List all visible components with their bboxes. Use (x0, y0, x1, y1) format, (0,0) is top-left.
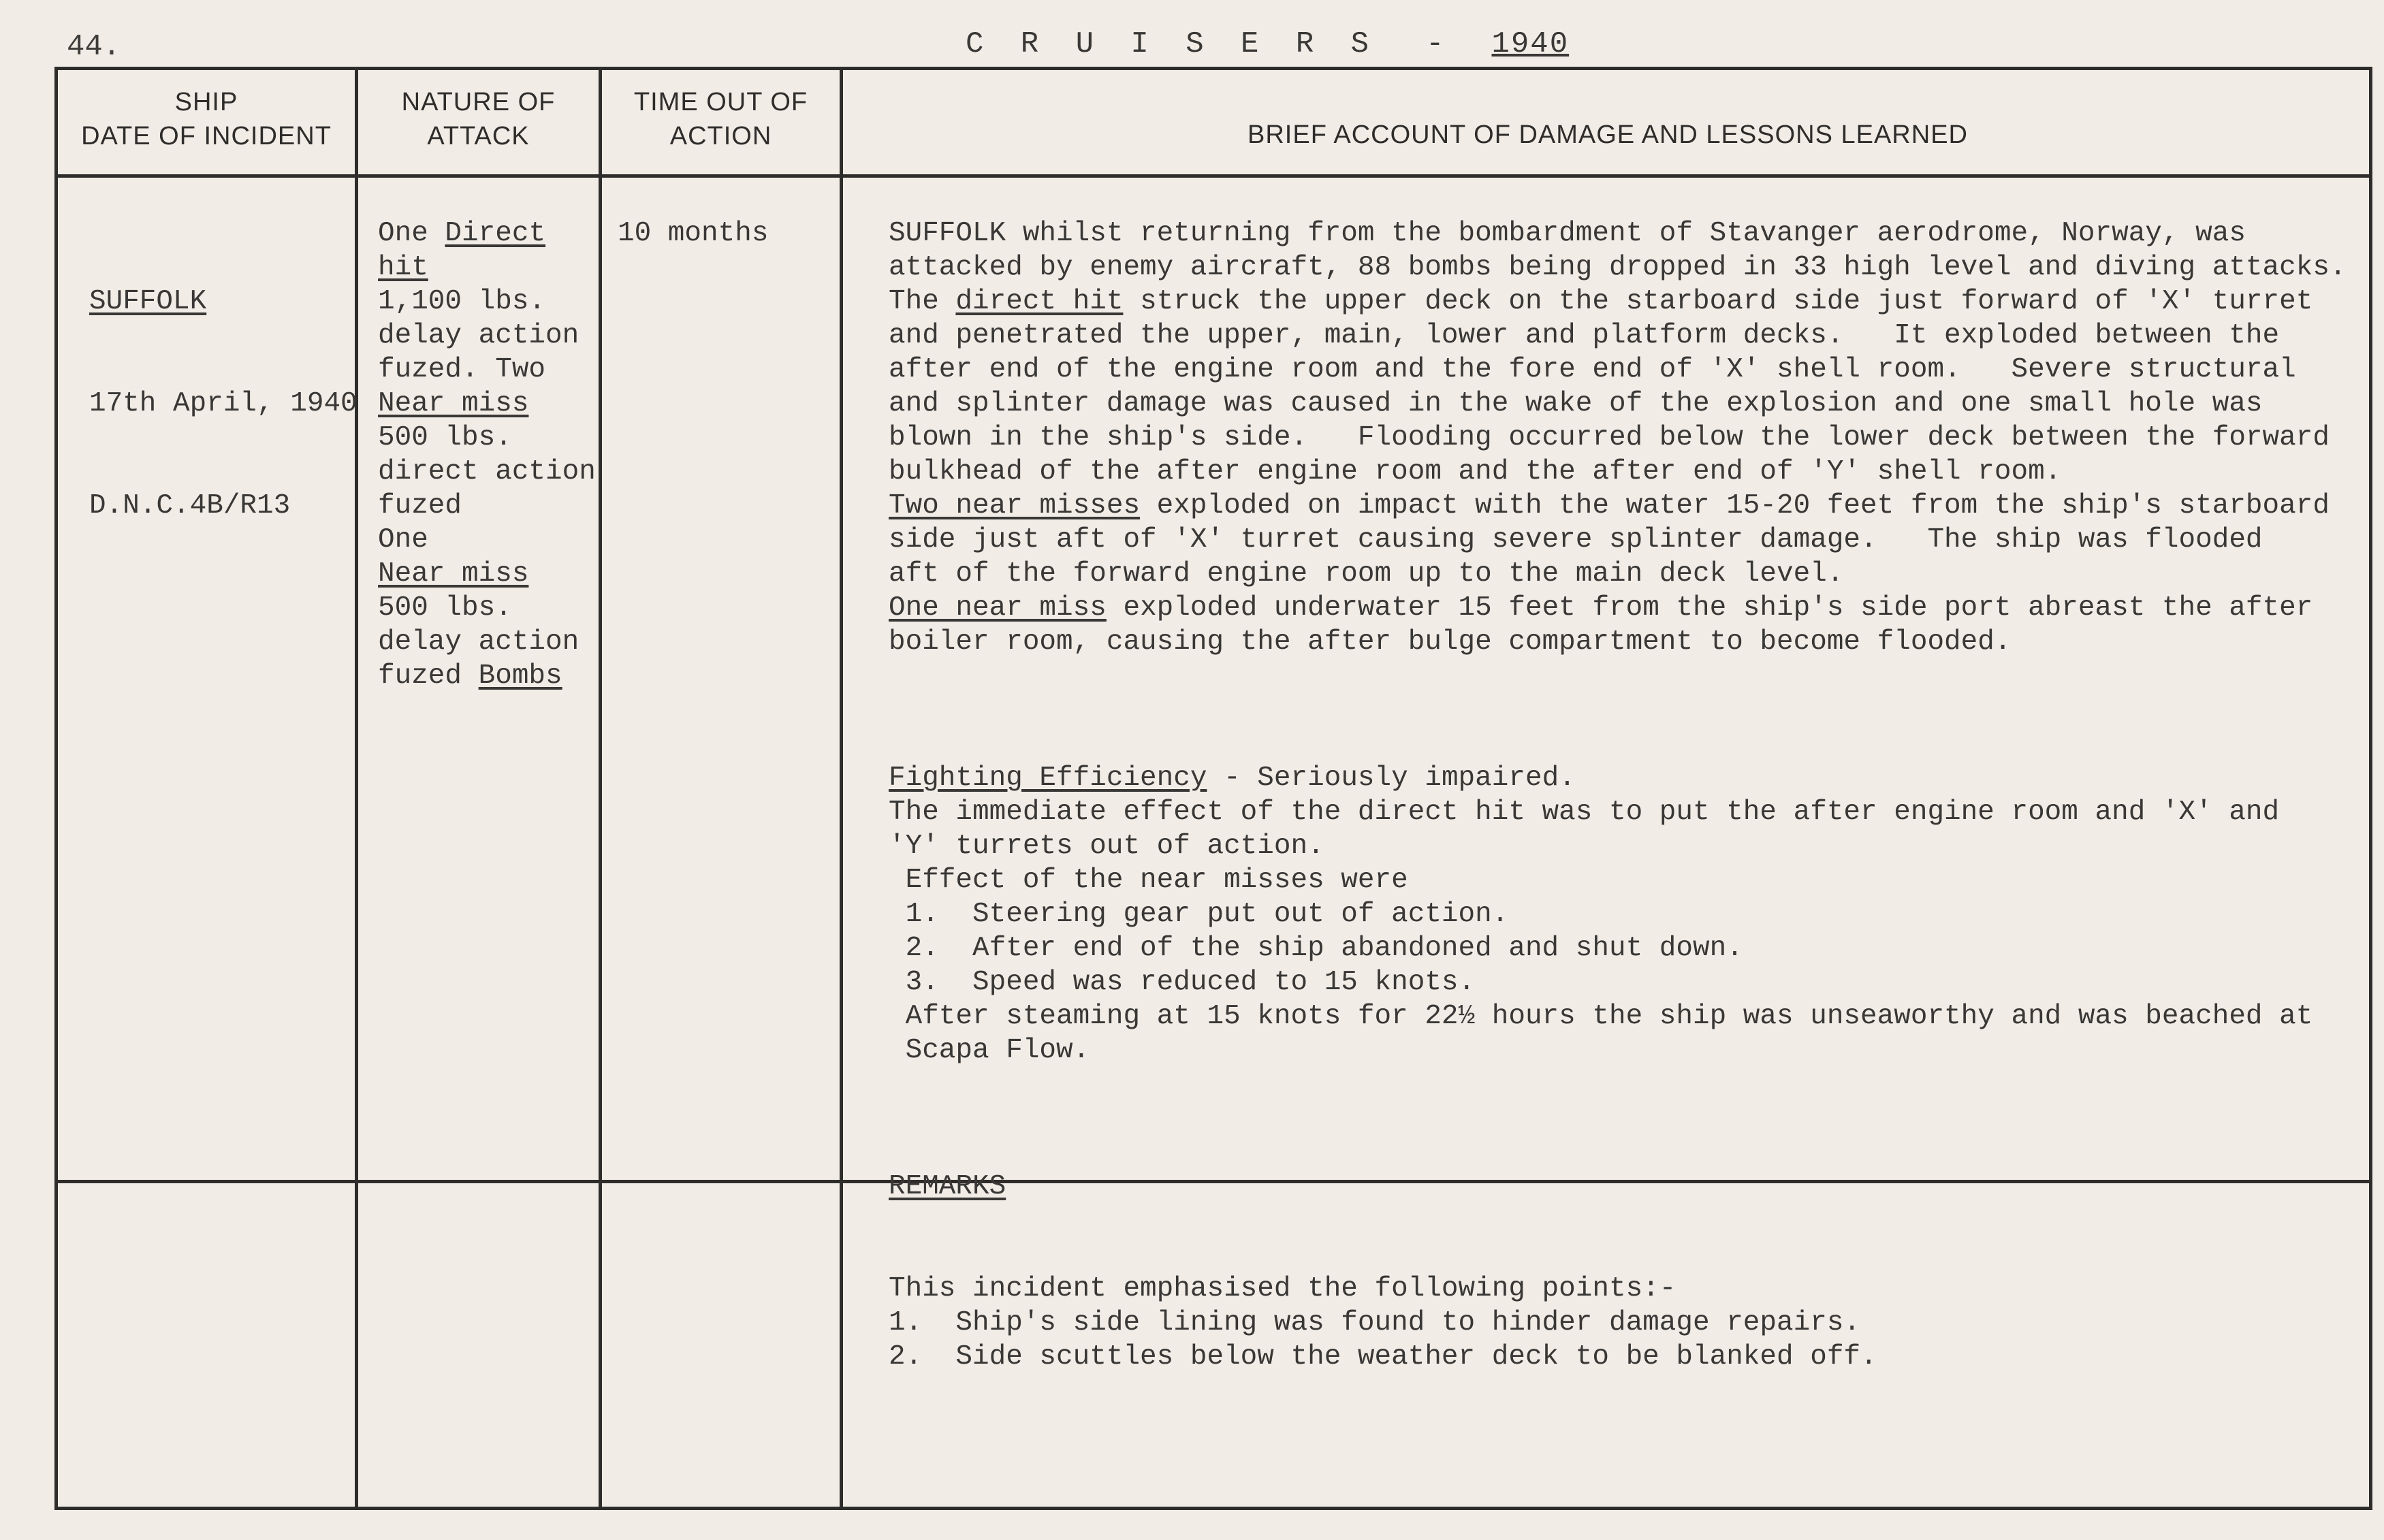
damage-table (54, 67, 2372, 1510)
account-line (889, 625, 2347, 659)
page-heading (966, 27, 1569, 61)
attack-line (378, 353, 596, 387)
efficiency-heading: Fighting Efficiency (889, 763, 1207, 794)
efficiency-text: The immediate effect of the direct hit was to put the after engine room and 'X' and (889, 797, 2280, 828)
remarks-text: 1. Ship's side lining was found to hinder damage repairs. (889, 1307, 1861, 1338)
attack-text: 500 lbs. (378, 592, 512, 624)
account-line (889, 455, 2347, 489)
heading-year: 1940 (1491, 27, 1570, 61)
remarks-line (889, 1340, 1877, 1374)
account-line (889, 251, 2347, 285)
attack-underlined-text: Direct (445, 218, 546, 249)
attack-line (378, 659, 596, 693)
attack-text: 1,100 lbs. (378, 286, 546, 317)
heading-title: C R U I S E R S (966, 27, 1379, 61)
header-divider (58, 174, 2369, 178)
attack-line (378, 455, 596, 489)
reference-code: D.N.C.4B/R13 (89, 490, 291, 522)
attack-line (378, 489, 596, 523)
account-line (889, 421, 2347, 455)
incident-date: 17th April, 1940 (89, 388, 357, 419)
efficiency-line (889, 863, 2313, 897)
remarks-line (889, 1272, 1877, 1306)
account-line (889, 285, 2347, 319)
header-account: BRIEF ACCOUNT OF DAMAGE AND LESSONS LEARNED (1247, 121, 1968, 149)
account-text: blown in the ship's side. Flooding occurred below the lower deck between the forward (889, 422, 2330, 453)
account-line (889, 216, 2347, 251)
attack-text: fuzed. Two (378, 354, 546, 385)
account-text: The (889, 286, 956, 317)
attack-text: 500 lbs. (378, 422, 512, 453)
efficiency-line (889, 795, 2313, 829)
efficiency-line (889, 829, 2313, 863)
header-attack-line1: NATURE OF (401, 88, 556, 116)
attack-line (378, 625, 596, 659)
account-underlined-text: One near miss (889, 592, 1107, 624)
efficiency-text: 3. Speed was reduced to 15 knots. (889, 967, 1476, 998)
account-underlined-text: Two near misses (889, 490, 1141, 522)
account-text: boiler room, causing the after bulge compartment to become flooded. (889, 626, 2012, 658)
attack-line (378, 387, 596, 421)
page-number: 44. (67, 30, 121, 64)
account-text: struck the upper deck on the starboard side just forward of 'X' turret (1123, 286, 2313, 317)
attack-line (378, 319, 596, 353)
account-line (889, 353, 2347, 387)
header-time (602, 85, 840, 153)
efficiency-text: After steaming at 15 knots for 22½ hours the ship was unseaworthy and was beached at (889, 1001, 2313, 1032)
remarks-text: 2. Side scuttles below the weather deck to be blanked off. (889, 1341, 1877, 1373)
account-text: exploded underwater 15 feet from the ship's side port abreast the after (1106, 592, 2313, 624)
efficiency-line (889, 999, 2313, 1033)
efficiency-line (889, 931, 2313, 965)
attack-line (378, 251, 596, 285)
efficiency-text: 1. Steering gear put out of action. (889, 899, 1509, 930)
account-line (889, 387, 2347, 421)
time-out-value: 10 months (618, 218, 769, 249)
attack-text: delay action (378, 626, 579, 658)
efficiency-line (889, 965, 2313, 999)
account-line (889, 557, 2347, 591)
efficiency-line (889, 761, 2313, 795)
account-text: bulkhead of the after engine room and the after end of 'Y' shell room. (889, 456, 2062, 487)
attack-line (378, 216, 596, 251)
attack-text: One (378, 524, 428, 556)
attack-line (378, 557, 596, 591)
attack-underlined-text: hit (378, 252, 428, 283)
ship-name: SUFFOLK (89, 286, 207, 317)
heading-separator: - (1426, 27, 1444, 61)
remarks-heading: REMARKS (889, 1171, 1006, 1202)
remarks-text: This incident emphasised the following points:- (889, 1273, 1676, 1304)
attack-underlined-text: Near miss (378, 388, 529, 419)
header-time-line1: TIME OUT OF (633, 88, 808, 116)
attack-line (378, 591, 596, 625)
column-divider (840, 70, 843, 1507)
attack-cell (378, 216, 596, 693)
account-line (889, 523, 2347, 557)
attack-line (378, 523, 596, 557)
efficiency-text: 'Y' turrets out of action. (889, 831, 1324, 862)
header-time-line2: ACTION (669, 122, 772, 150)
account-text: attacked by enemy aircraft, 88 bombs being dropped in 33 high level and diving attacks. (889, 252, 2347, 283)
attack-underlined-text: Near miss (378, 558, 529, 590)
account-text: side just aft of 'X' turret causing severe splinter damage. The ship was flooded (889, 524, 2263, 556)
account-line (889, 591, 2347, 625)
account-paragraph (889, 216, 2347, 659)
efficiency-text: Scapa Flow. (889, 1035, 1090, 1066)
remarks-section (889, 1102, 1877, 1374)
efficiency-text: 2. After end of the ship abandoned and shut down. (889, 933, 1743, 964)
remarks-line (889, 1306, 1877, 1340)
attack-line (378, 285, 596, 319)
account-text: and penetrated the upper, main, lower and platform decks. It exploded between the (889, 320, 2280, 351)
column-divider (599, 70, 602, 1507)
attack-underlined-text: Bombs (478, 660, 562, 692)
account-line (889, 489, 2347, 523)
account-text: after end of the engine room and the fore end of 'X' shell room. Severe structural (889, 354, 2296, 385)
efficiency-text: Effect of the near misses were (889, 865, 1408, 896)
efficiency-section (889, 761, 2313, 1068)
ship-cell (89, 216, 357, 591)
attack-text: fuzed (378, 660, 479, 692)
header-attack (358, 85, 599, 153)
attack-line (378, 421, 596, 455)
header-ship-line1: SHIP (174, 88, 238, 116)
account-text: SUFFOLK whilst returning from the bombardment of Stavanger aerodrome, Norway, was (889, 218, 2246, 249)
header-ship (58, 85, 355, 153)
account-underlined-text: direct hit (955, 286, 1124, 317)
header-ship-line2: DATE OF INCIDENT (81, 122, 332, 150)
attack-text: direct action (378, 456, 596, 487)
efficiency-line (889, 897, 2313, 931)
account-text: aft of the forward engine room up to the main deck level. (889, 558, 1844, 590)
attack-text: delay action (378, 320, 579, 351)
account-text: and splinter damage was caused in the wake of the explosion and one small hole was (889, 388, 2263, 419)
account-line (889, 319, 2347, 353)
header-attack-line2: ATTACK (427, 122, 530, 150)
efficiency-line (889, 1033, 2313, 1068)
attack-text: One (378, 218, 445, 249)
efficiency-text: - Seriously impaired. (1207, 763, 1576, 794)
account-text: exploded on impact with the water 15-20 feet from the ship's starboard (1140, 490, 2330, 522)
attack-text: fuzed (378, 490, 462, 522)
